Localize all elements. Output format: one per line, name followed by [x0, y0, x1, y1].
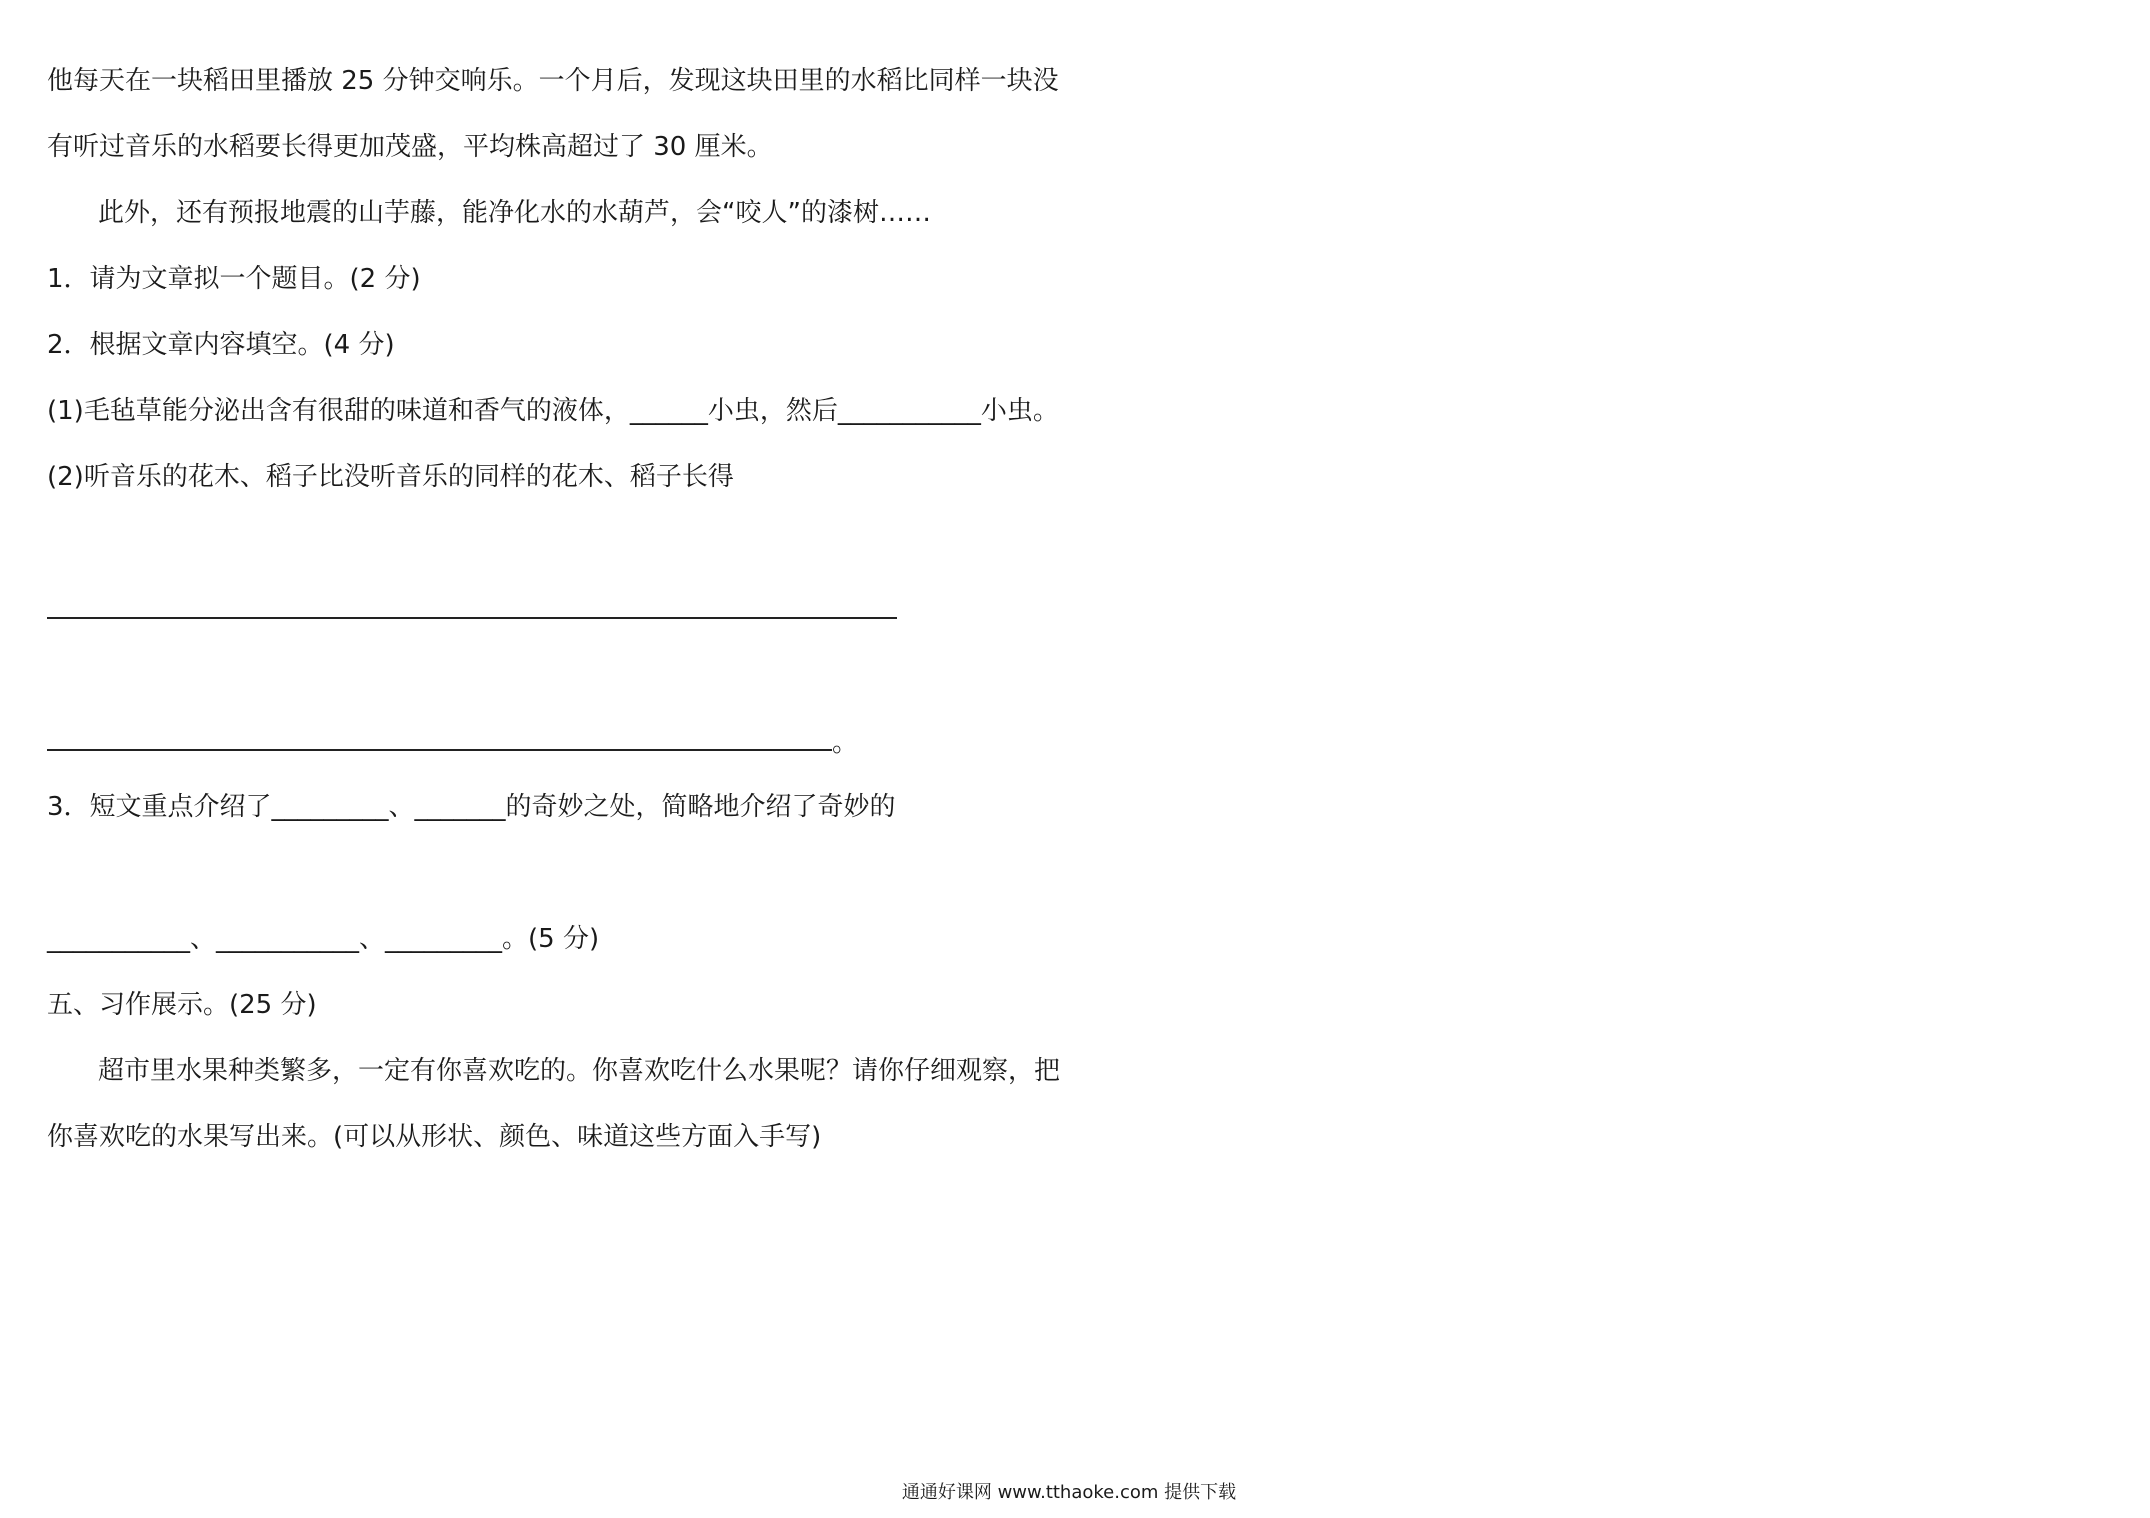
- page-footer: [0, 1482, 2150, 1504]
- answer-line-end-period: 。: [832, 728, 859, 758]
- question-1: 1．请为文章拟一个题目。(2 分): [47, 264, 421, 294]
- passage-line-1: 他每天在一块稻田里播放 25 分钟交响乐。一个月后，发现这块田里的水稻比同样一块没: [47, 66, 1059, 96]
- passage-line-2: 有听过音乐的水稻要长得更加茂盛，平均株高超过了 30 厘米。: [47, 132, 773, 162]
- composition-prompt-line-2: 你喜欢吃的水果写出来。(可以从形状、颜色、味道这些方面入手写): [47, 1122, 822, 1152]
- composition-heading: 五、习作展示。(25 分): [47, 990, 317, 1020]
- passage-line-3: 此外，还有预报地震的山芋藤，能净化水的水葫芦，会“咬人”的漆树……: [98, 198, 931, 228]
- answer-blank-line-1[interactable]: [47, 617, 897, 619]
- answer-blank-line-2[interactable]: [47, 749, 832, 751]
- question-2-part-2: (2)听音乐的花木、稻子比没听音乐的同样的花木、稻子长得: [47, 462, 734, 492]
- question-2: 2．根据文章内容填空。(4 分): [47, 330, 395, 360]
- question-3-line-b: ___________、___________、_________。(5 分): [47, 924, 600, 954]
- question-3-line-a: 3．短文重点介绍了_________、_______的奇妙之处，简略地介绍了奇妙的: [47, 792, 896, 822]
- footer-text: 通通好课网 www.tthaoke.com 提供下载: [901, 1482, 1237, 1503]
- question-2-part-1: (1)毛毡草能分泌出含有很甜的味道和香气的液体，______小虫，然后___________小虫。: [47, 396, 1059, 426]
- composition-prompt-line-1: 超市里水果种类繁多，一定有你喜欢吃的。你喜欢吃什么水果呢？请你仔细观察，把: [98, 1056, 1061, 1086]
